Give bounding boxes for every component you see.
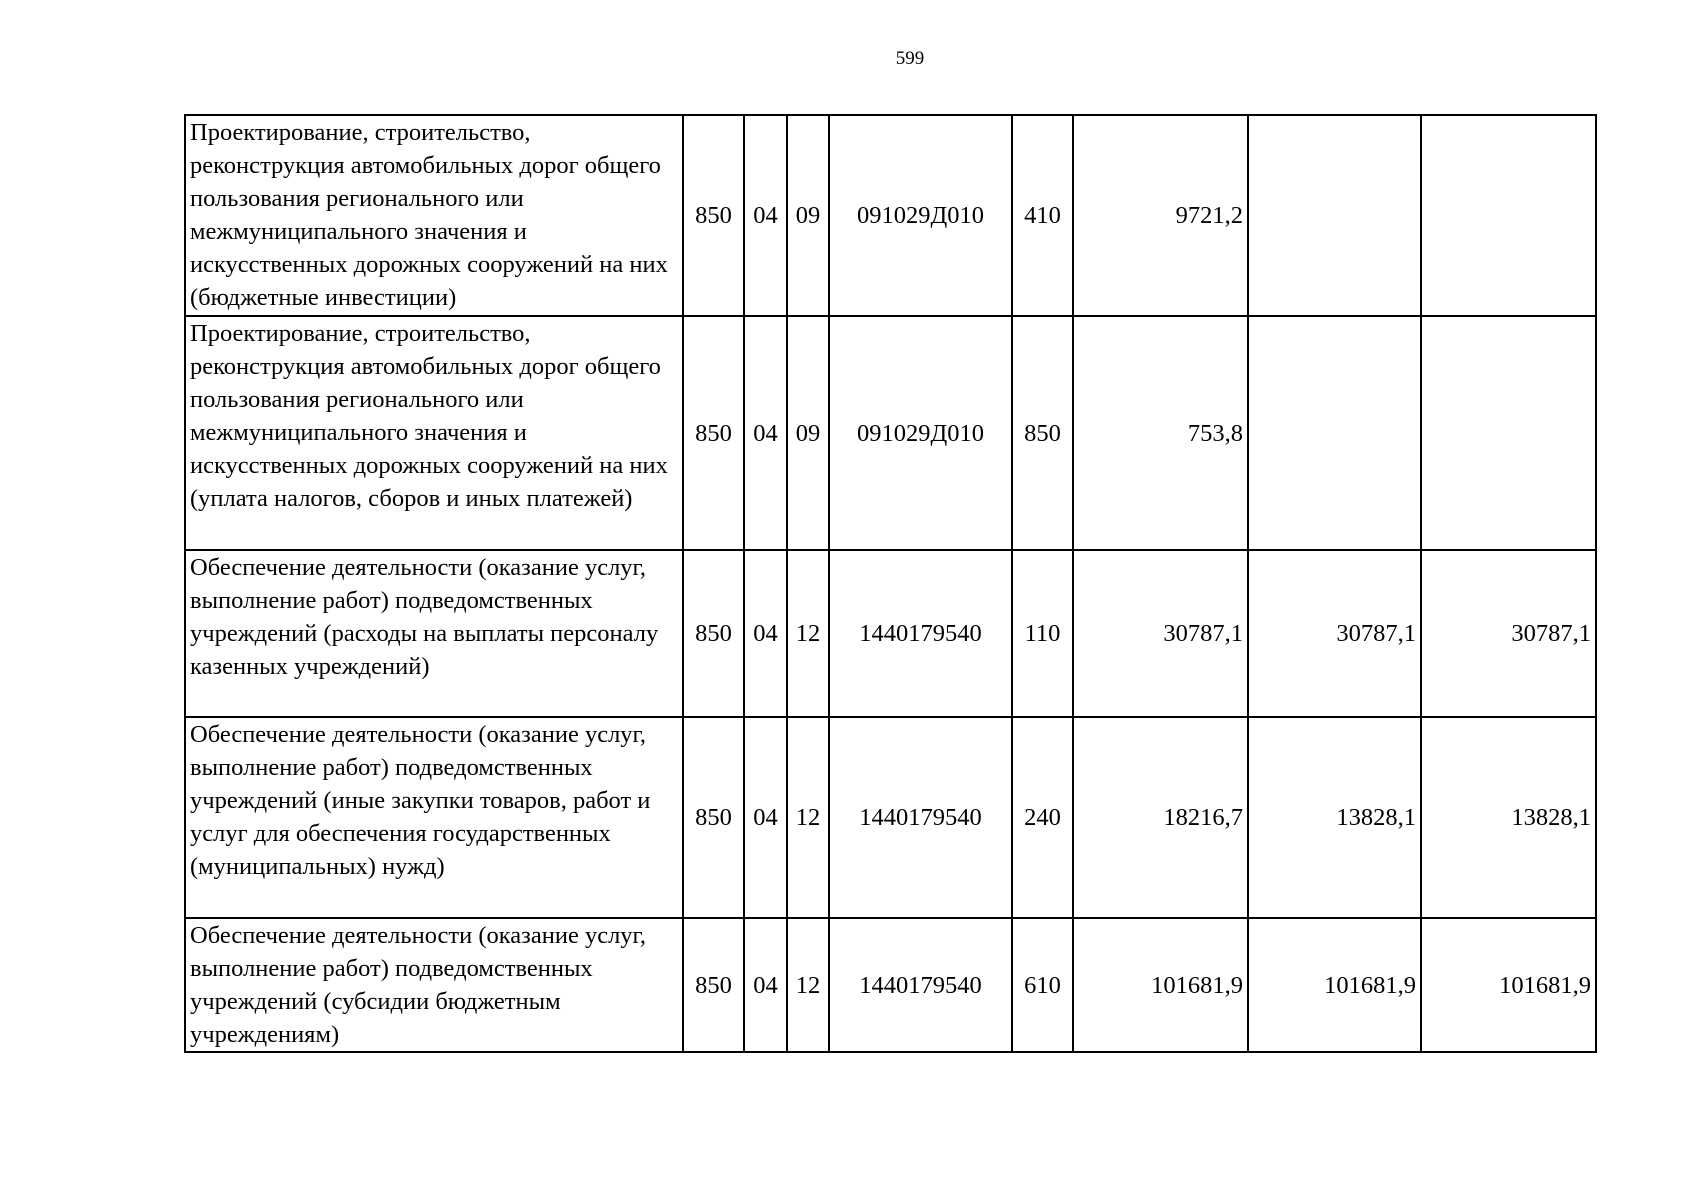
table-row (185, 316, 1596, 550)
ministry-code: 850 (683, 918, 744, 1052)
expense-type-code: 850 (1012, 316, 1073, 550)
table-row (185, 550, 1596, 717)
amount-3 (1421, 115, 1596, 316)
amount-2: 30787,1 (1248, 550, 1421, 717)
row-description: Обеспечение деятельности (оказание услуг, выполнение работ) подведомственных учреждений (расходы на выплаты персоналу казенных учреждений) (185, 550, 683, 717)
subsection-code: 12 (787, 918, 829, 1052)
expense-type-code: 610 (1012, 918, 1073, 1052)
amount-3: 101681,9 (1421, 918, 1596, 1052)
ministry-code: 850 (683, 717, 744, 918)
row-description: Обеспечение деятельности (оказание услуг, выполнение работ) подведомственных учреждений (иные закупки товаров, работ и услуг для обеспечения государственных (муниципальных) нужд) (185, 717, 683, 918)
expense-type-code: 410 (1012, 115, 1073, 316)
ministry-code: 850 (683, 316, 744, 550)
table-row (185, 717, 1596, 918)
row-description: Проектирование, строительство, реконструкция автомобильных дорог общего пользования регионального или межмуниципального значения и искусственных дорожных сооружений на них (бюджетные инвестиции) (185, 115, 683, 316)
subsection-code: 09 (787, 316, 829, 550)
subsection-code: 09 (787, 115, 829, 316)
amount-1: 18216,7 (1073, 717, 1248, 918)
subsection-code: 12 (787, 550, 829, 717)
section-code: 04 (744, 550, 787, 717)
amount-3 (1421, 316, 1596, 550)
target-article-code: 091029Д010 (829, 115, 1012, 316)
amount-3: 30787,1 (1421, 550, 1596, 717)
amount-2 (1248, 316, 1421, 550)
page-number: 599 (895, 48, 925, 69)
target-article-code: 1440179540 (829, 717, 1012, 918)
ministry-code: 850 (683, 550, 744, 717)
amount-2: 101681,9 (1248, 918, 1421, 1052)
amount-1: 753,8 (1073, 316, 1248, 550)
table-row (185, 115, 1596, 316)
subsection-code: 12 (787, 717, 829, 918)
amount-1: 9721,2 (1073, 115, 1248, 316)
section-code: 04 (744, 316, 787, 550)
section-code: 04 (744, 717, 787, 918)
expense-type-code: 240 (1012, 717, 1073, 918)
section-code: 04 (744, 918, 787, 1052)
expense-type-code: 110 (1012, 550, 1073, 717)
table-row (185, 918, 1596, 1052)
budget-table (184, 114, 1597, 1053)
target-article-code: 1440179540 (829, 918, 1012, 1052)
ministry-code: 850 (683, 115, 744, 316)
row-description: Обеспечение деятельности (оказание услуг, выполнение работ) подведомственных учреждений (субсидии бюджетным учреждениям) (185, 918, 683, 1052)
amount-2: 13828,1 (1248, 717, 1421, 918)
amount-1: 30787,1 (1073, 550, 1248, 717)
row-description: Проектирование, строительство, реконструкция автомобильных дорог общего пользования регионального или межмуниципального значения и искусственных дорожных сооружений на них (уплата налогов, сборов и иных платежей) (185, 316, 683, 550)
amount-1: 101681,9 (1073, 918, 1248, 1052)
amount-2 (1248, 115, 1421, 316)
target-article-code: 1440179540 (829, 550, 1012, 717)
section-code: 04 (744, 115, 787, 316)
target-article-code: 091029Д010 (829, 316, 1012, 550)
amount-3: 13828,1 (1421, 717, 1596, 918)
